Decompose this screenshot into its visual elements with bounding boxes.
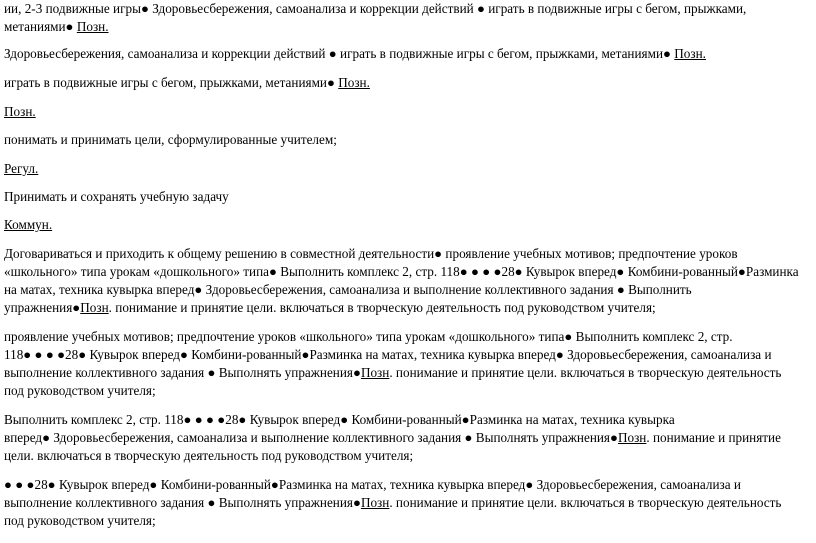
text-line: играть в подвижные игры с бегом, прыжками, метаниями● Позн. [4,75,370,90]
text-line: Договариваться и приходить к общему решению в совместной деятельности● проявление учебных мотивов; предпочтение уроков [4,246,738,261]
text-line [4,160,38,178]
text-line: под руководством учителя; [4,383,156,398]
text-line: упражнения●Позн. понимание и принятие цели. включаться в творческую деятельность под руководством учителя; [4,300,656,315]
text-line: вперед● Здоровьесбережения, самоанализа и выполнение коллективного задания ● Выполнять упражнения●Позн. понимание и принятие [4,430,781,445]
text-line: выполнение коллективного задания ● Выполнять упражнения●Позн. понимание и принятие цели. включаться в творческую деятельность [4,365,782,380]
text-line: цели. включаться в творческую деятельность под руководством учителя; [4,448,414,463]
pozn-link[interactable]: Позн. [76,19,109,34]
text-line: ● ● ●28● Кувырок вперед● Комбини-рованный●Разминка на матах, техника кувырка вперед● Здоровьесбережения, самоанализа и [4,477,741,492]
text-line: под руководством учителя; [4,513,156,528]
pozn-link[interactable]: Позн [617,430,647,445]
pozn-link[interactable]: Позн [80,300,109,315]
text-line: метаниями● Позн. [4,19,109,34]
regul-link[interactable]: Регул. [4,161,39,176]
text-line: понимать и принимать цели, сформулированные учителем; [4,132,337,147]
text-line: «школьного» типа урокам «дошкольного» типа● Выполнить комплекс 2, стр. 118● ● ● ●28● Кувырок вперед● Комбини-рованный●Разминка [4,264,799,279]
pozn-link[interactable]: Позн [360,495,390,510]
text-line: ии, 2-3 подвижные игры● Здоровьесбережения, самоанализа и коррекции действий ● играть в подвижные игры с бегом, прыжками, [4,1,747,16]
text-line [4,216,52,234]
pozn-link[interactable]: Позн. [674,46,706,61]
pozn-link[interactable]: Позн. [338,75,370,90]
text-line: Здоровьесбережения, самоанализа и коррекции действий ● играть в подвижные игры с бегом, прыжками, метаниями● Позн. [4,46,706,61]
text-line [4,103,36,121]
text-line: Выполнить комплекс 2, стр. 118● ● ● ●28● Кувырок вперед● Комбини-рованный●Разминка на матах, техника кувырка [4,412,675,427]
pozn-link[interactable]: Позн. [4,104,36,119]
text-line: проявление учебных мотивов; предпочтение уроков «школьного» типа урокам «дошкольного» типа● Выполнить комплекс 2, стр. [4,329,733,344]
text-line: на матах, техника кувырка вперед● Здоровьесбережения, самоанализа и выполнение коллективного задания ● Выполнить [4,282,692,297]
text-line: Принимать и сохранять учебную задачу [4,189,229,204]
pozn-link[interactable]: Позн [360,365,390,380]
text-line: выполнение коллективного задания ● Выполнять упражнения●Позн. понимание и принятие цели. включаться в творческую деятельность [4,495,782,510]
kommun-link[interactable]: Коммун. [4,217,53,232]
text-line: 118● ● ● ●28● Кувырок вперед● Комбини-рованный●Разминка на матах, техника кувырка вперед● Здоровьесбережения, самоанализа и [4,347,772,362]
